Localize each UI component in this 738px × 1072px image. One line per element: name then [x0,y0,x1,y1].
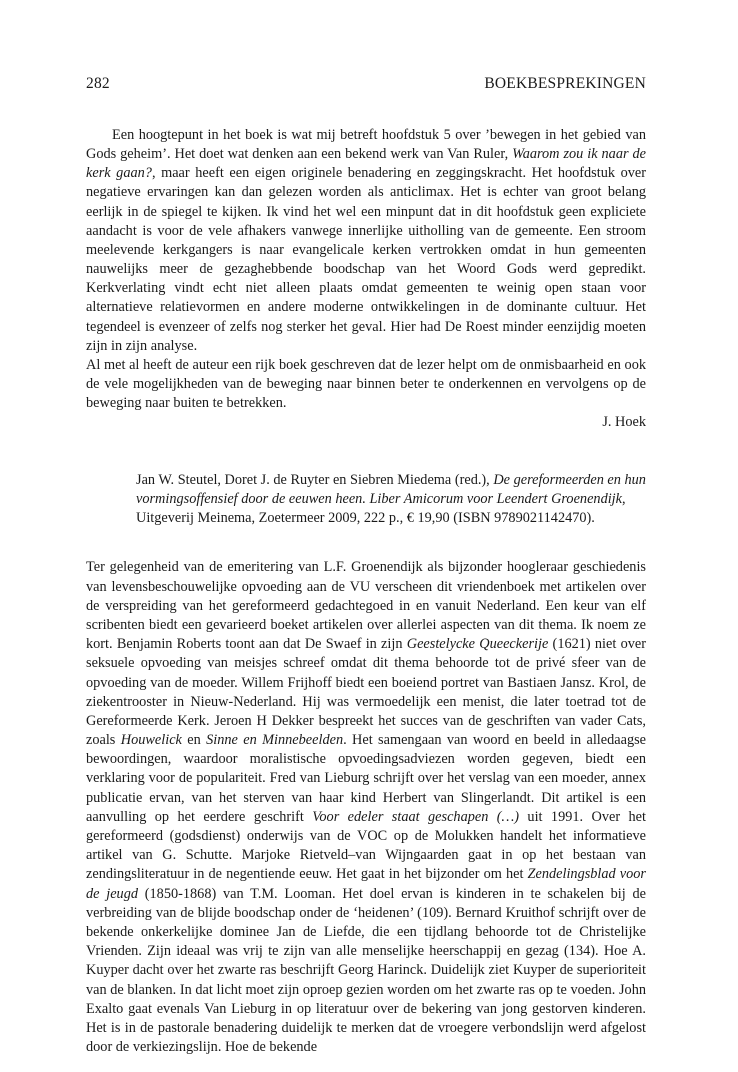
text-segment: Jan W. Steutel, Doret J. de Ruyter en Siebren Miedema (red.), [136,471,494,488]
text-segment: (1850-1868) van T.M. Looman. Het doel ervan is kinderen in te schakelen bij de verbreiding van de blijde boodschap onder de ‘heidenen’ (109). Bernard Kruithof schrijft over de bekende onkerkelijke dominee Jan de Liefde, die een tijdlang behoorde tot de Christelijke Vrienden. Zijn ideaal was vrij te zijn van alle menselijke heerschappij en gezag (134). Hoe A. Kuyper dacht over het zwarte ras beschrijft Georg Harinck. Duidelijk ziet Kuyper de superioriteit van de blanken. In dat licht moet zijn oproep gezien worden om het zwarte ras op te voeden. John Exalto gaat evenals Van Lieburg in op literatuur over de bekering van jong gestorven kinderen. Het is in de pastorale benadering duidelijk te merken dat de vroegere verbondslijn werd afgelost door de verkiezingslijn. Hoe de bekende [86,885,646,1056]
review-paragraph-2: Al met al heeft de auteur een rijk boek geschreven dat de lezer helpt om de onmisbaarheid en ook de vele mogelijkheden van de beweging naar binnen beter te onderkennen en vervolgens op de beweging naar buiten te betrekken. [86,356,646,412]
text-segment: , maar heeft een eigen originele benadering en zeggingskracht. Het hoofdstuk over negatieve ervaringen kan dan gelezen worden als anticlimax. Het is echter van groot belang eerlijk in de spiegel te kijken. Ik vind het wel een minpunt dat in dit hoofdstuk geen expliciete aandacht is voor de vele afhakers vanwege innerlijke uitholling van de gemeente. Een stroom meelevende kerkgangers is naar evangelicale kerken vertrokken omdat in hun gemeenten nauwelijks meer de gezaghebbende boodschap van het Woord Gods werd gepredikt. Kerkverlating vindt echt niet alleen plaats omdat gemeenten te weinig open staan voor alternatieve relatievormen en andere moderne ontwikkelingen in de dominante cultuur. Het tegendeel is evenzeer of zelfs nog sterker het geval. Hier had De Roest minder eenzijdig moeten zijn in zijn analyse. [86,165,647,354]
text-segment: , Uitgeverij Meinema, Zoetermeer 2009, 222 p., € 19,90 (ISBN 9789021142470). [136,490,626,527]
section-title: BOEKBESPREKINGEN [484,75,646,92]
italic-title-segment: Waarom zou ik naar de kerk gaan? [86,146,646,182]
review-body [86,558,646,1057]
text-segment: Ter gelegenheid van de emeritering van L.F. Groenendijk als bijzonder hoogleraar geschiedenis van levensbeschouwelijke opvoeding aan de VU verscheen dit vriendenboek met artikelen over de verspreiding van het gereformeerd gedachtegoed in en vanuit Nederland. Een keur van elf scribenten biedt een gevarieerd boeket artikelen over allerlei aspecten van dit thema. Ik noem ze kort. Benjamin Roberts toont aan dat De Swaef in zijn [86,559,646,653]
italic-title-segment: Voor edeler staat geschapen (…) [312,808,520,825]
book-bibliographic-entry [136,471,646,529]
text-segment: Een hoogtepunt in het boek is wat mij betreft hoofdstuk 5 over ’bewegen in het gebied van Gods geheim’. Het doet wat denken aan een bekend werk van Van Ruler, [86,127,646,163]
italic-title-segment: Geestelycke Queeckerije [406,636,549,653]
italic-title-segment: Sinne en Minnebeelden [206,732,344,749]
review-paragraph-1 [86,126,646,356]
book-page [86,74,646,1072]
text-segment: uit 1991. Over het gereformeerd (godsdienst) onderwijs van de VOC op de Molukken handelt het informatieve artikel van G. Schutte. Marjoke Rietveld–van Wijngaarden gaat in op het bestaan van zendingsliteratuur in de negentiende eeuw. Het gaat in het bijzonder om het [86,808,646,883]
italic-title-segment: Houwelick [120,732,182,749]
text-segment: (1621) niet over seksuele opvoeding van meisjes schreef omdat dit thema behoorde tot de privé sfeer van de opvoeding van de moeder. Willem Frijhoff biedt een boeiend portret van Bastiaen Jansz. Krol, de ziekentrooster in Nieuw-Nederland. Hij was vermoedelijk een menist, die later toetrad tot de Gereformeerde Kerk. Jeroen H Dekker bespreekt het succes van de geschriften van vader Cats, zoals [86,636,646,749]
text-segment: en [181,732,207,749]
page-number: 282 [86,75,110,92]
italic-title-segment: De gereformeerden en hun vormingsoffensief door de eeuwen heen. Liber Amicorum voor Leendert Groenendijk [136,471,646,507]
reviewer-signature: J. Hoek [602,414,646,431]
text-segment: . Het samengaan van woord en beeld in alledaagse bewoordingen, waardoor moralistische opvoedingsadviezen worden gegeven, biedt een verklaring voor de populariteit. Fred van Lieburg schrijft over het verslag van een moeder, annex publicatie ervan, van het sterven van haar kind Herbert van Slingerlandt. Dit artikel is een aanvulling op het eerdere geschrift [86,732,647,825]
italic-title-segment: Zendelingsblad voor de jeugd [86,866,646,902]
running-header [86,74,646,94]
